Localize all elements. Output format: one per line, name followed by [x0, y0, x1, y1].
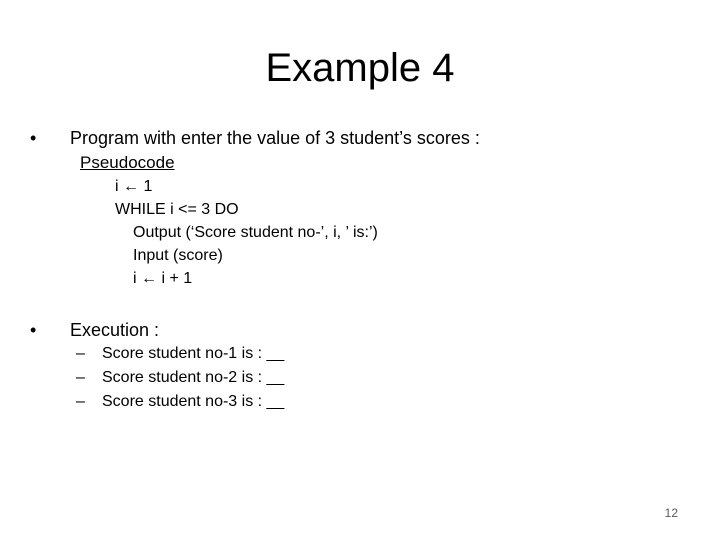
pseudocode-line: Input (score) — [133, 247, 223, 264]
dash-marker: – — [76, 369, 85, 386]
pseudocode-line: i ← 1 — [115, 178, 153, 195]
page-number: 12 — [664, 506, 678, 520]
slide-title: Example 4 — [265, 46, 455, 90]
bullet-program — [30, 126, 480, 150]
execution-text: Score student no-2 is : __ — [102, 369, 285, 386]
execution-text: Score student no-1 is : __ — [102, 345, 285, 362]
pseudocode-heading: Pseudocode — [80, 153, 175, 172]
bullet-execution-text: Execution : — [70, 320, 160, 340]
pseudocode-line: WHILE i <= 3 DO — [115, 201, 239, 218]
dash-marker: – — [76, 393, 85, 410]
bullet-marker: • — [30, 128, 37, 148]
dash-marker: – — [76, 345, 85, 362]
bullet-program-text: Program with enter the value of 3 student’s scores : — [70, 128, 480, 148]
execution-item — [76, 367, 284, 389]
execution-item — [76, 343, 284, 365]
bullet-execution — [30, 318, 159, 342]
pseudocode-line: i ← i + 1 — [133, 270, 193, 287]
execution-text: Score student no-3 is : __ — [102, 393, 285, 410]
pseudocode-line: Output (‘Score student no-’, i, ’ is:’) — [133, 224, 378, 241]
bullet-marker: • — [30, 320, 37, 340]
execution-item — [76, 391, 284, 413]
